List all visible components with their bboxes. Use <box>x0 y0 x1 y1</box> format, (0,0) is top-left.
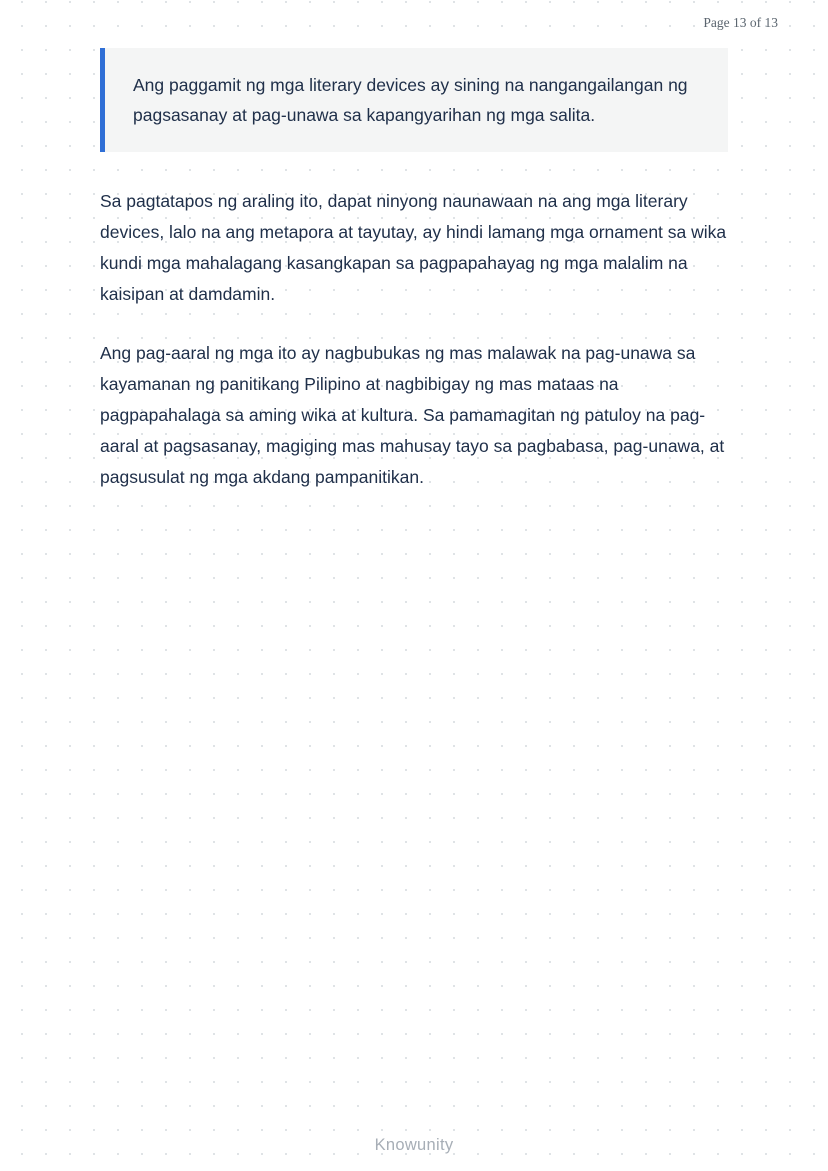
body-paragraph-2: Ang pag-aaral ng mga ito ay nagbubukas ng mas malawak na pag-unawa sa kayamanan ng panitikang Pilipino at nagbibigay ng mas mataas na pagpapahalaga sa aming wika at kultura. Sa pamamagitan ng patuloy na pag-aaral at pagsasanay, magiging mas mahusay tayo sa pagbabasa, pag-unawa, at pagsusulat ng mga akdang pampanitikan. <box>100 343 725 487</box>
callout-text: Ang paggamit ng mga literary devices ay sining na nangangailangan ng pagsasanay at pag-unawa sa kapangyarihan ng mga salita. <box>133 75 688 125</box>
footer-brand-watermark: Knowunity <box>374 1136 454 1154</box>
document-content <box>100 48 728 521</box>
body-paragraph-1: Sa pagtatapos ng araling ito, dapat ninyong naunawaan na ang mga literary devices, lalo na ang metapora at tayutay, ay hindi lamang mga ornament sa wika kundi mga mahalagang kasangkapan sa pagpapahayag ng mga malalim na kaisipan at damdamin. <box>100 191 727 304</box>
page-indicator: Page 13 of 13 <box>703 15 778 30</box>
callout-quote-box <box>100 48 728 152</box>
